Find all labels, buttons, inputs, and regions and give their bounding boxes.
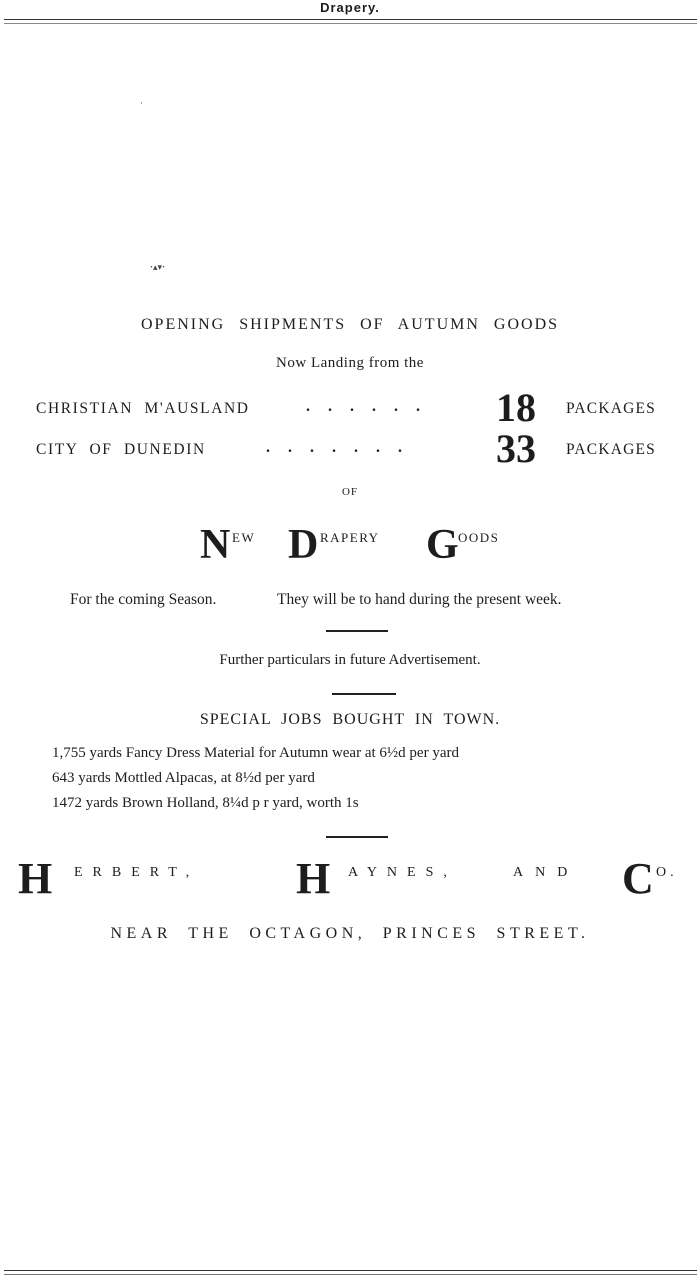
job-item: 1472 yards Brown Holland, 8¼d p r yard, worth 1s [52,795,359,811]
ship-name: CITY OF DUNEDIN [36,441,206,458]
firm-address: NEAR THE OCTAGON, PRINCES STREET. [110,925,590,942]
section-rule [326,836,388,838]
package-unit: PACKAGES [566,441,656,458]
title-word-rest: RAPERY [320,530,380,545]
firm-initial: H [18,854,53,903]
package-count: 18 [496,385,536,430]
arrival-note: They will be to hand during the present week. [277,591,562,608]
further-particulars: Further particulars in future Advertisement. [219,652,481,668]
job-item: 643 yards Mottled Alpacas, at 8½d per yard [52,770,315,786]
headline: OPENING SHIPMENTS OF AUTUMN GOODS [140,316,560,333]
job-item: 1,755 yards Fancy Dress Material for Autumn wear at 6½d per yard [52,745,459,761]
section-rule [332,693,396,695]
of-word: OF [341,486,359,498]
firm-word-rest: O. [656,865,678,880]
package-unit: PACKAGES [566,400,656,417]
title-word-rest: EW [232,530,256,545]
footer-rule [4,1270,697,1271]
special-jobs-title: SPECIAL JOBS BOUGHT IN TOWN. [199,711,501,728]
season-note: For the coming Season. [70,591,217,608]
firm-initial: C [622,854,654,903]
landing-line: Now Landing from the [276,355,424,371]
firm-word-rest: ERBERT, [74,865,200,880]
print-speck-cluster: ·▴▾· [150,262,166,272]
title-initial: D [288,522,319,568]
firm-word: AND [513,865,580,880]
package-count: 33 [496,426,536,471]
ship-name: CHRISTIAN M'AUSLAND [36,400,250,417]
header-rule-secondary [4,23,697,24]
section-rule [326,630,388,632]
title-initial: N [200,522,231,568]
header-rule [4,19,697,20]
leader-dots: . . . . . . [306,398,420,415]
firm-word-rest: AYNES, [348,865,457,880]
leader-dots: . . . . . . . [266,439,402,456]
print-speck: · [140,98,143,108]
footer-rule-secondary [4,1274,697,1275]
firm-name [0,854,700,907]
page-header-title: Drapery. [320,0,380,15]
goods-title [200,522,520,572]
title-initial: G [426,522,459,568]
firm-initial: H [296,854,331,903]
title-word-rest: OODS [458,530,500,545]
shipment-row [0,426,700,491]
